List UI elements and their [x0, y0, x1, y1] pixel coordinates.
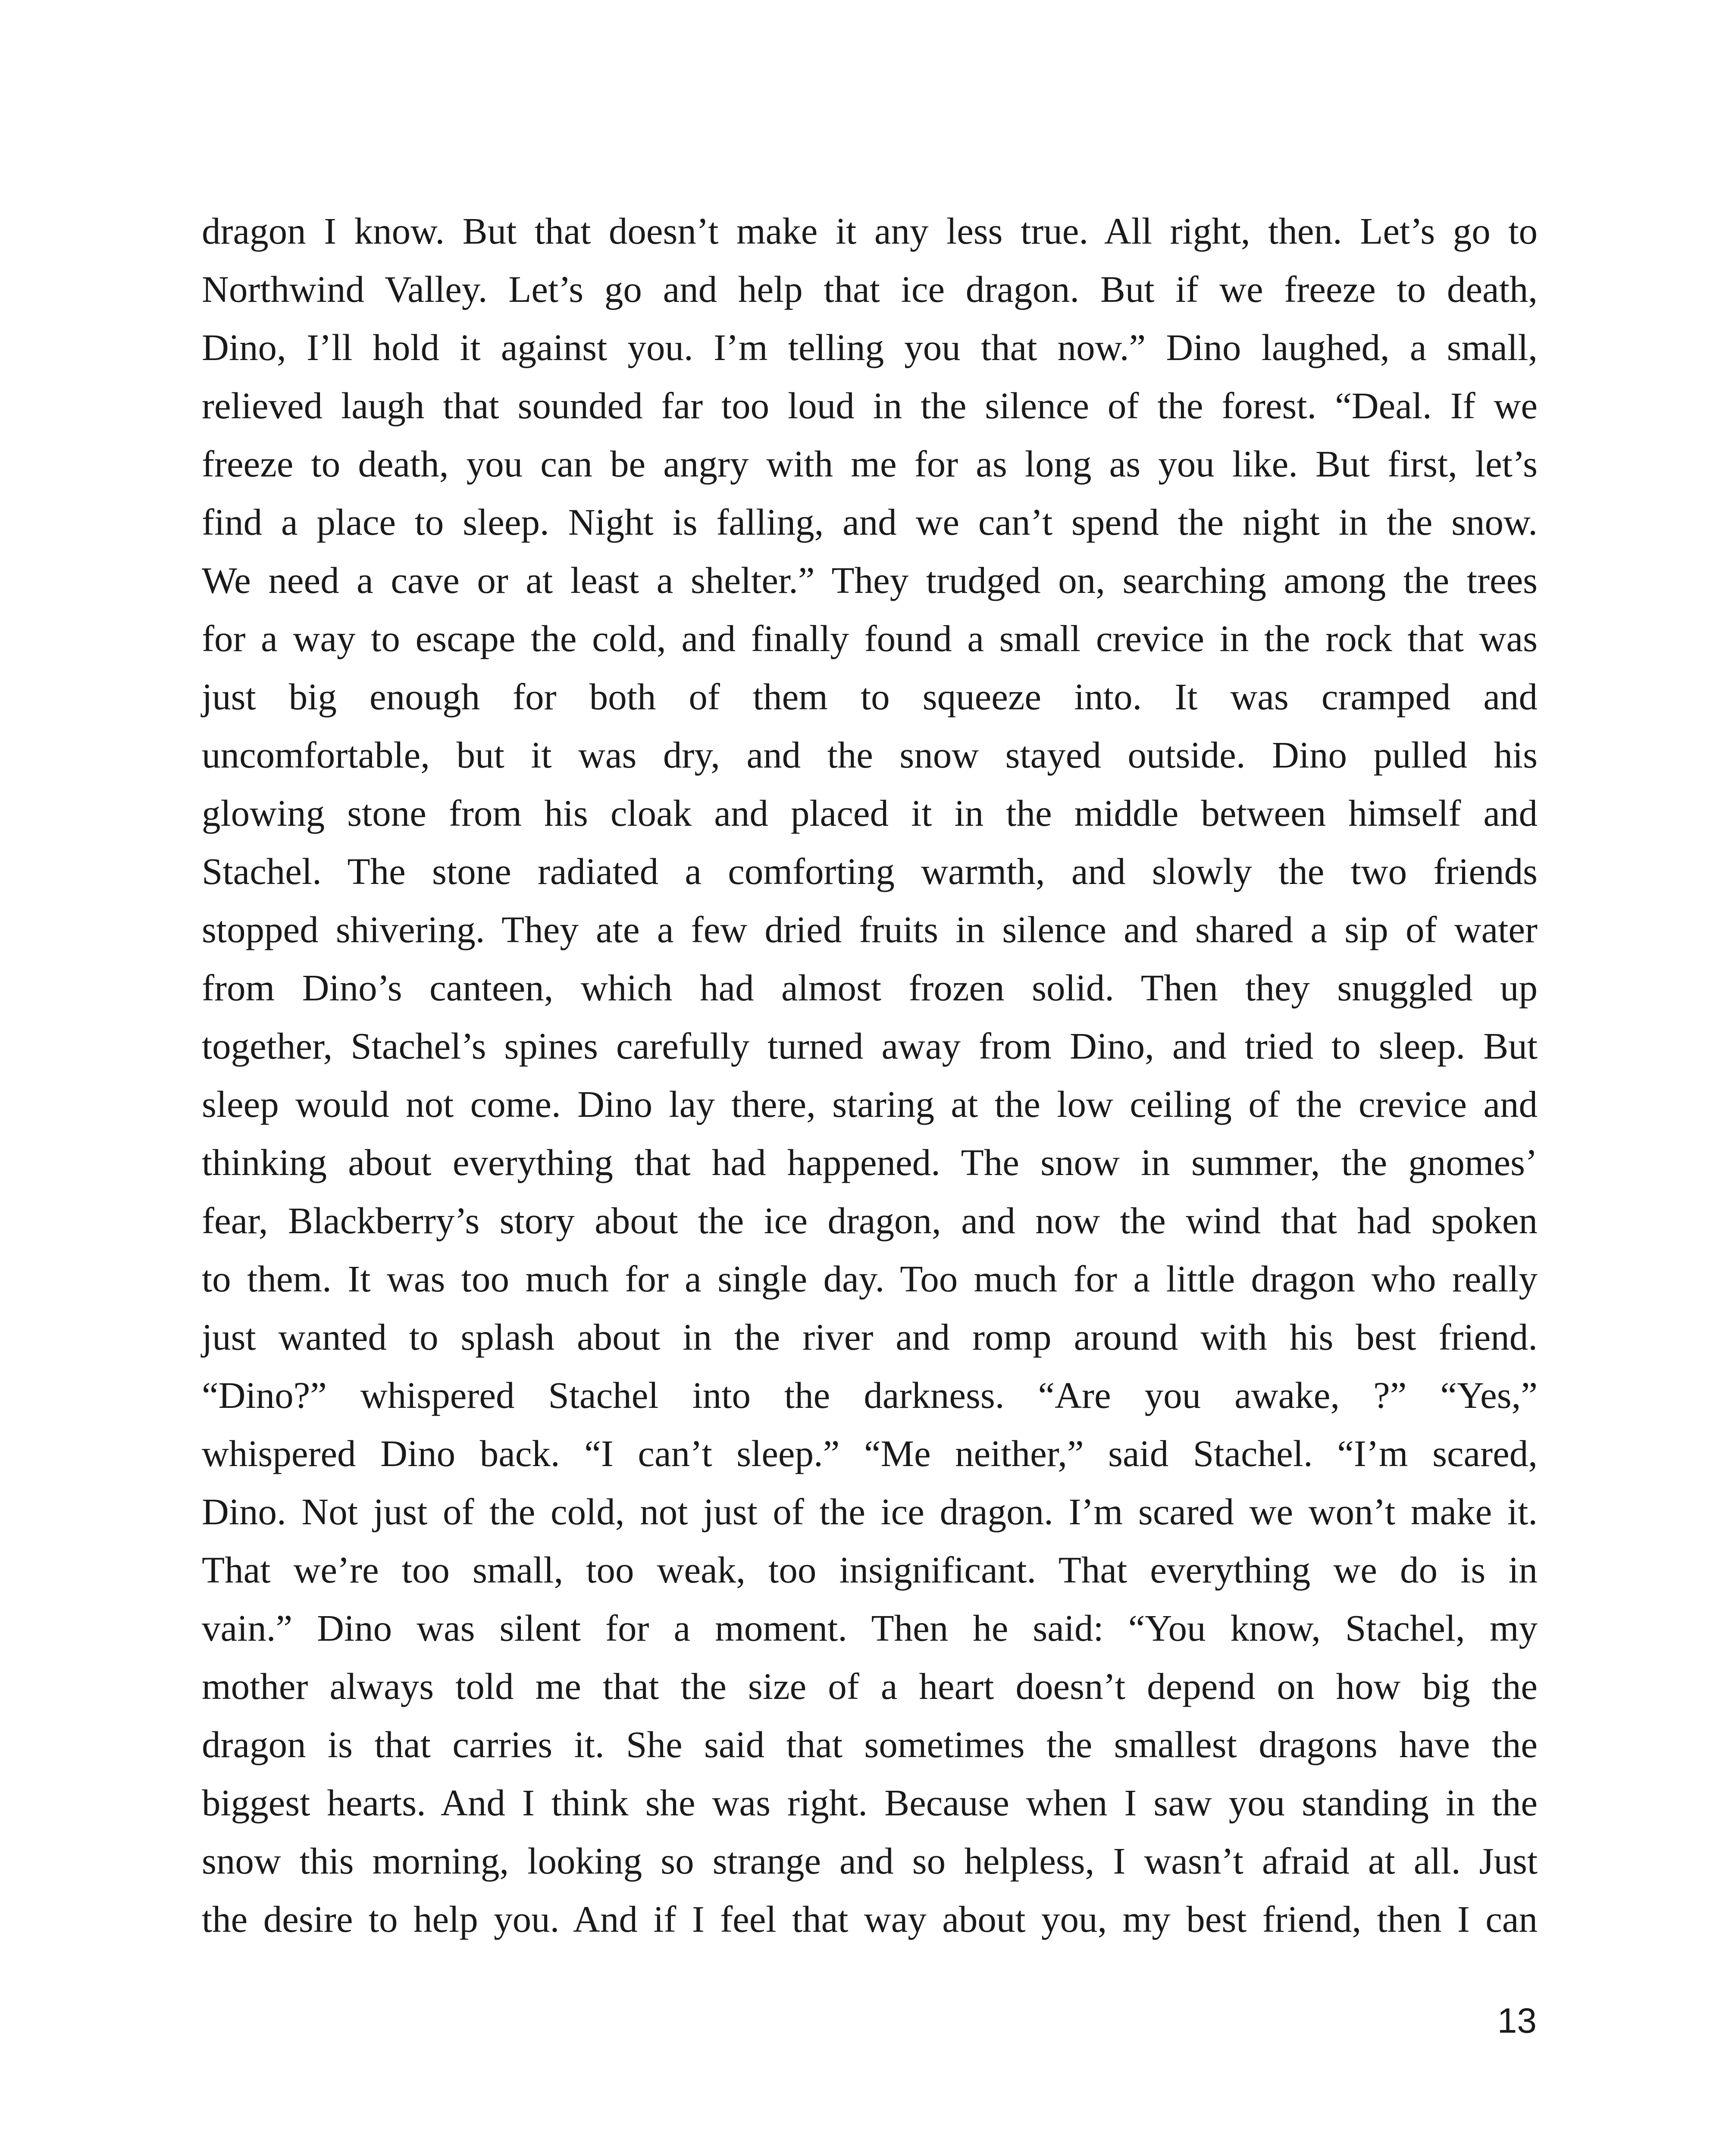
- text-line: sleep would not come. Dino lay there, staring at the low ceiling of the crevice and: [202, 1083, 1538, 1125]
- text-line: just wanted to splash about in the river and romp around with his best friend.: [202, 1316, 1538, 1358]
- text-line: fear, Blackberry’s story about the ice dragon, and now the wind that had spoken: [202, 1200, 1538, 1241]
- page-number: 13: [1497, 2001, 1537, 2040]
- text-line: glowing stone from his cloak and placed it in the middle between himself and: [202, 792, 1538, 834]
- text-line: Dino. Not just of the cold, not just of the ice dragon. I’m scared we won’t make it.: [202, 1491, 1538, 1532]
- text-line: uncomfortable, but it was dry, and the snow stayed outside. Dino pulled his: [202, 734, 1538, 776]
- text-line: Northwind Valley. Let’s go and help that ice dragon. But if we freeze to death,: [202, 268, 1538, 310]
- text-line: the desire to help you. And if I feel that way about you, my best friend, then I can: [202, 1898, 1538, 1940]
- body-text: [202, 202, 1538, 1948]
- text-line: find a place to sleep. Night is falling, and we can’t spend the night in the snow.: [202, 501, 1538, 543]
- text-line: dragon I know. But that doesn’t make it any less true. All right, then. Let’s go to: [202, 210, 1538, 252]
- text-line: from Dino’s canteen, which had almost frozen solid. Then they snuggled up: [202, 967, 1538, 1009]
- text-line: whispered Dino back. “I can’t sleep.” “Me neither,” said Stachel. “I’m scared,: [202, 1432, 1538, 1474]
- text-line: for a way to escape the cold, and finally found a small crevice in the rock that was: [202, 617, 1538, 659]
- text-line: just big enough for both of them to squeeze into. It was cramped and: [202, 676, 1538, 718]
- text-line: stopped shivering. They ate a few dried fruits in silence and shared a sip of water: [202, 909, 1538, 950]
- text-line: snow this morning, looking so strange and so helpless, I wasn’t afraid at all. Just: [202, 1840, 1538, 1882]
- text-line: dragon is that carries it. She said that sometimes the smallest dragons have the: [202, 1724, 1538, 1765]
- text-line: relieved laugh that sounded far too loud in the silence of the forest. “Deal. If we: [202, 385, 1538, 426]
- text-line: to them. It was too much for a single day. Too much for a little dragon who really: [202, 1258, 1538, 1300]
- text-line: together, Stachel’s spines carefully turned away from Dino, and tried to sleep. But: [202, 1025, 1538, 1067]
- text-line: thinking about everything that had happened. The snow in summer, the gnomes’: [202, 1141, 1538, 1183]
- text-line: We need a cave or at least a shelter.” They trudged on, searching among the trees: [202, 559, 1538, 601]
- text-line: mother always told me that the size of a heart doesn’t depend on how big the: [202, 1665, 1538, 1707]
- text-line: Stachel. The stone radiated a comforting warmth, and slowly the two friends: [202, 850, 1538, 892]
- text-line: That we’re too small, too weak, too insignificant. That everything we do is in: [202, 1549, 1538, 1591]
- text-line: biggest hearts. And I think she was right. Because when I saw you standing in the: [202, 1782, 1538, 1824]
- text-line: freeze to death, you can be angry with me for as long as you like. But first, let’s: [202, 443, 1538, 485]
- text-line: “Dino?” whispered Stachel into the darkness. “Are you awake, ?” “Yes,”: [202, 1374, 1538, 1416]
- text-line: Dino, I’ll hold it against you. I’m telling you that now.” Dino laughed, a small,: [202, 326, 1538, 368]
- text-line: vain.” Dino was silent for a moment. Then he said: “You know, Stachel, my: [202, 1607, 1538, 1649]
